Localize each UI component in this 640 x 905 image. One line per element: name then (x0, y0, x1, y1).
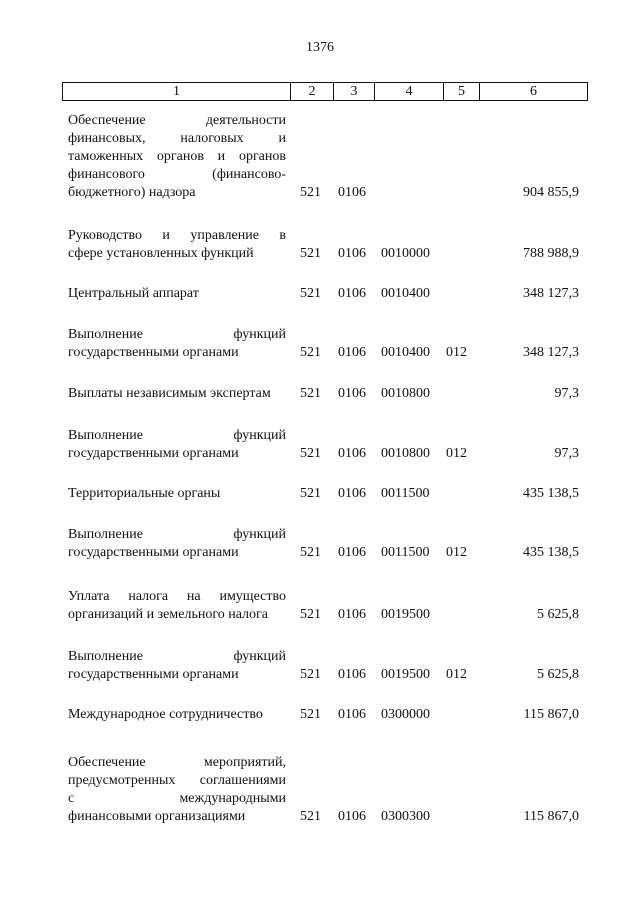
description-line: государственными органами (68, 667, 239, 682)
description-line: Центральный аппарат (68, 286, 199, 301)
cell-c2: 521 (300, 545, 321, 560)
row-description (68, 706, 286, 724)
row-description (68, 227, 286, 263)
cell-c2: 521 (300, 486, 321, 501)
cell-c4: 0010800 (381, 386, 430, 401)
table-row (0, 754, 640, 826)
cell-c4: 0010800 (381, 446, 430, 461)
cell-c6: 97,3 (554, 446, 579, 461)
row-description (68, 485, 286, 503)
cell-c4: 0011500 (381, 545, 430, 560)
table-row (0, 588, 640, 624)
cell-c6: 348 127,3 (523, 345, 579, 360)
description-line: финансового (финансово- (68, 167, 286, 182)
cell-c2: 521 (300, 707, 321, 722)
cell-c3: 0106 (338, 185, 366, 200)
row-description (68, 385, 286, 403)
cell-c3: 0106 (338, 446, 366, 461)
description-line: государственными органами (68, 446, 239, 461)
description-line: Обеспечение мероприятий, (68, 755, 286, 770)
description-line: Обеспечение деятельности (68, 113, 286, 128)
column-header-1: 1 (63, 83, 291, 101)
description-line: финансовых, налоговых и (68, 131, 286, 146)
description-line: Выполнение функций (68, 327, 286, 342)
description-line: Уплата налога на имущество (68, 589, 286, 604)
row-description (68, 648, 286, 684)
column-header-2: 2 (291, 83, 334, 101)
row-description (68, 526, 286, 562)
description-line: с международными (68, 791, 286, 806)
column-header-5: 5 (444, 83, 480, 101)
cell-c4: 0010400 (381, 345, 430, 360)
description-line: Территориальные органы (68, 486, 221, 501)
table-row (0, 227, 640, 263)
description-line: Выполнение функций (68, 649, 286, 664)
cell-c6: 97,3 (554, 386, 579, 401)
table-row (0, 427, 640, 463)
cell-c6: 5 625,8 (537, 607, 579, 622)
description-line: предусмотренных соглашениями (68, 773, 286, 788)
cell-c3: 0106 (338, 809, 366, 824)
cell-c5: 012 (446, 545, 467, 560)
table-row (0, 385, 640, 403)
cell-c2: 521 (300, 809, 321, 824)
cell-c4: 0010400 (381, 286, 430, 301)
table-row (0, 485, 640, 503)
row-description (68, 427, 286, 463)
description-line: бюджетного) надзора (68, 185, 196, 200)
cell-c6: 348 127,3 (523, 286, 579, 301)
column-header-3: 3 (334, 83, 375, 101)
cell-c3: 0106 (338, 286, 366, 301)
cell-c3: 0106 (338, 607, 366, 622)
description-line: Руководство и управление в (68, 228, 286, 243)
table-row (0, 648, 640, 684)
column-header-4: 4 (375, 83, 444, 101)
description-line: Выполнение функций (68, 428, 286, 443)
cell-c5: 012 (446, 667, 467, 682)
cell-c3: 0106 (338, 345, 366, 360)
cell-c5: 012 (446, 345, 467, 360)
description-line: финансовыми организациями (68, 809, 246, 824)
table-row (0, 326, 640, 362)
cell-c4: 0011500 (381, 486, 430, 501)
cell-c3: 0106 (338, 386, 366, 401)
cell-c6: 115 867,0 (523, 707, 579, 722)
table-row (0, 285, 640, 303)
cell-c4: 0019500 (381, 667, 430, 682)
table-row (0, 706, 640, 724)
row-description (68, 326, 286, 362)
cell-c6: 5 625,8 (537, 667, 579, 682)
description-line: Выполнение функций (68, 527, 286, 542)
row-description (68, 588, 286, 624)
cell-c2: 521 (300, 446, 321, 461)
page-number: 1376 (306, 40, 334, 55)
cell-c5: 012 (446, 446, 467, 461)
description-line: государственными органами (68, 545, 239, 560)
cell-c3: 0106 (338, 486, 366, 501)
cell-c2: 521 (300, 286, 321, 301)
row-description (68, 285, 286, 303)
cell-c3: 0106 (338, 246, 366, 261)
cell-c2: 521 (300, 667, 321, 682)
description-line: таможенных органов и органов (68, 149, 286, 164)
table-row (0, 526, 640, 562)
cell-c4: 0300000 (381, 707, 430, 722)
cell-c6: 788 988,9 (523, 246, 579, 261)
cell-c6: 904 855,9 (523, 185, 579, 200)
table-row (0, 112, 640, 202)
cell-c3: 0106 (338, 545, 366, 560)
column-header-6: 6 (480, 83, 588, 101)
description-line: организаций и земельного налога (68, 607, 268, 622)
description-line: Международное сотрудничество (68, 707, 263, 722)
description-line: сфере установленных функций (68, 246, 254, 261)
cell-c4: 0019500 (381, 607, 430, 622)
cell-c2: 521 (300, 386, 321, 401)
cell-c3: 0106 (338, 707, 366, 722)
cell-c2: 521 (300, 607, 321, 622)
cell-c6: 115 867,0 (523, 809, 579, 824)
cell-c3: 0106 (338, 667, 366, 682)
cell-c2: 521 (300, 185, 321, 200)
cell-c4: 0010000 (381, 246, 430, 261)
cell-c2: 521 (300, 246, 321, 261)
column-header-table (62, 82, 588, 101)
description-line: Выплаты независимым экспертам (68, 386, 271, 401)
row-description (68, 112, 286, 202)
description-line: государственными органами (68, 345, 239, 360)
row-description (68, 754, 286, 826)
cell-c2: 521 (300, 345, 321, 360)
cell-c6: 435 138,5 (523, 486, 579, 501)
cell-c6: 435 138,5 (523, 545, 579, 560)
cell-c4: 0300300 (381, 809, 430, 824)
